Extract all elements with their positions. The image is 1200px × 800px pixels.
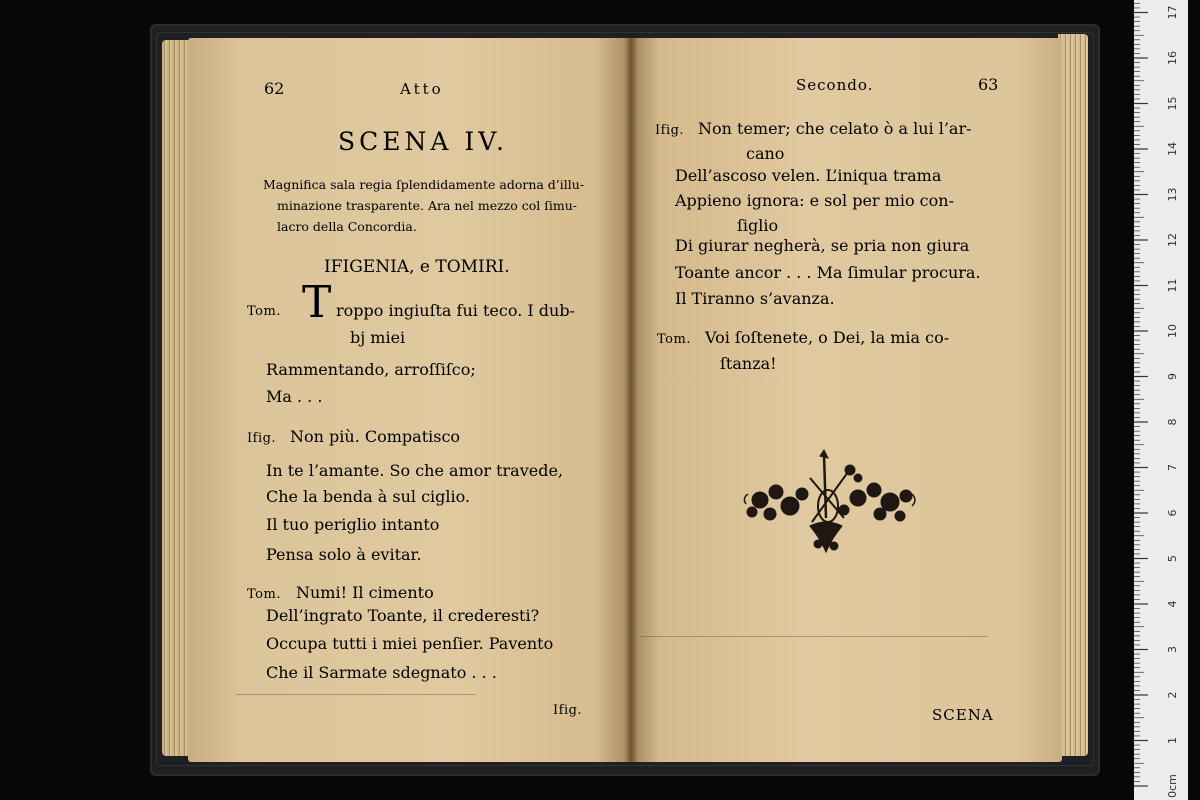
text-line: Il Tiranno s’avanza. xyxy=(675,289,835,308)
text-line: In te l’amante. So che amor travede, xyxy=(266,461,564,480)
text-line: Appieno ignora: e sol per mio con- xyxy=(675,191,954,210)
drop-cap: T xyxy=(302,277,332,328)
ruler-label: 5 xyxy=(1166,555,1179,562)
measuring-ruler xyxy=(1134,0,1188,800)
ruler-label: 6 xyxy=(1166,509,1179,517)
running-head-left: Atto xyxy=(400,80,444,98)
bleed-through-rule xyxy=(236,694,476,695)
ruler-label: 1 xyxy=(1166,737,1179,744)
speaker-label: Tom. xyxy=(247,587,281,602)
ruler-label: 3 xyxy=(1166,646,1179,653)
ruler-label: 2 xyxy=(1166,691,1179,699)
ruler-label: 4 xyxy=(1166,600,1179,608)
text-line: Rammentando, arroſſiſco; xyxy=(266,360,476,379)
text-line: Il tuo periglio intanto xyxy=(266,515,440,534)
text-line: Voi ſoſtenete, o Dei, la mia co- xyxy=(705,328,950,347)
text-line: Dell’ingrato Toante, il crederesti? xyxy=(266,606,540,625)
ruler-label: 9 xyxy=(1166,373,1179,380)
text-line: Non più. Compatisco xyxy=(290,427,461,446)
scene-description-line-2: minazione trasparente. Ara nel mezzo col ſimu- xyxy=(277,198,578,213)
ruler-label: 0cm xyxy=(1166,774,1179,798)
catchword-right: SCENA xyxy=(932,706,994,724)
scene-title: SCENA IV. xyxy=(338,127,508,156)
speaker-label: Tom. xyxy=(657,332,691,347)
text-line: bj miei xyxy=(350,328,406,347)
ruler-label: 11 xyxy=(1166,278,1179,293)
ruler-label: 16 xyxy=(1166,51,1179,65)
text-line: Toante ancor . . . Ma ſimular procura. xyxy=(675,263,981,282)
floral-ornament xyxy=(740,448,920,560)
page-number-right: 63 xyxy=(978,75,999,94)
ruler-label: 10 xyxy=(1166,324,1179,338)
scene-description-line-1: Magnifica sala regia ſplendidamente adorna d’illu- xyxy=(263,177,585,192)
text-line: Non temer; che celato ò a lui l’ar- xyxy=(698,119,972,138)
text-line: Occupa tutti i miei penſier. Pavento xyxy=(266,634,554,653)
speaker-label: Tom. xyxy=(247,304,281,319)
text-line: cano xyxy=(746,144,785,163)
ruler-label: 15 xyxy=(1166,96,1179,111)
page-edges-right xyxy=(1058,34,1088,756)
ruler-label: 14 xyxy=(1166,142,1179,156)
book-gutter xyxy=(624,38,638,762)
text-line: roppo ingiuſta fui teco. I dub- xyxy=(336,301,575,320)
ruler-label: 17 xyxy=(1166,5,1179,20)
bleed-through-rule xyxy=(640,636,988,637)
text-line: ſiglio xyxy=(737,216,779,235)
page-number-left: 62 xyxy=(264,79,285,98)
ruler-label: 13 xyxy=(1166,187,1179,202)
speaker-label: Ifig. xyxy=(655,123,685,138)
speaker-label: Ifig. xyxy=(247,431,277,446)
text-line: Dell’ascoso velen. L’iniqua trama xyxy=(675,166,942,185)
text-line: Numi! Il cimento xyxy=(296,583,434,602)
right-page xyxy=(630,38,1062,762)
text-line: Pensa solo à evitar. xyxy=(266,545,422,564)
running-head-right: Secondo. xyxy=(796,76,874,94)
text-line: Che il Sarmate sdegnato . . . xyxy=(266,663,497,682)
catchword-left: Ifig. xyxy=(553,703,583,718)
text-line: Ma . . . xyxy=(266,387,323,406)
text-line: Di giurar negherà, se pria non giura xyxy=(675,236,970,255)
ruler-label: 12 xyxy=(1166,233,1179,247)
ruler-label: 7 xyxy=(1166,464,1179,471)
text-line: Che la benda à sul ciglio. xyxy=(266,487,471,506)
scene-persons: IFIGENIA, e TOMIRI. xyxy=(324,257,510,277)
scene-description-line-3: lacro della Concordia. xyxy=(277,219,417,234)
text-line: ſtanza! xyxy=(720,354,777,373)
ruler-label: 8 xyxy=(1166,418,1179,426)
